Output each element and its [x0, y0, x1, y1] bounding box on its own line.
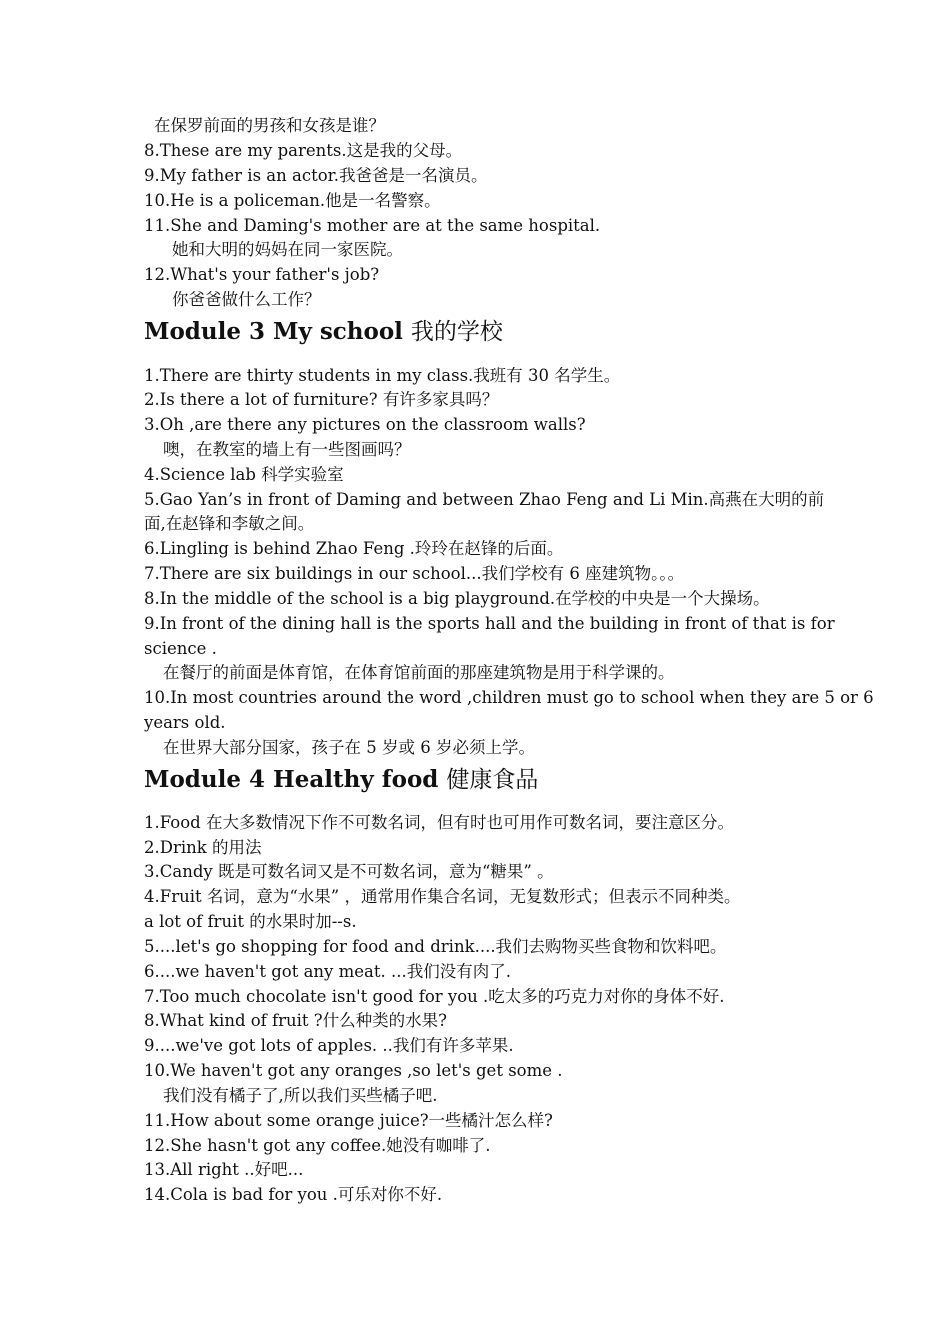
- text-line: 在餐厅的前面是体育馆，在体育馆前面的那座建筑物是用于科学课的。: [163, 663, 675, 682]
- text-line: science .: [144, 639, 217, 658]
- text-line: 5....let's go shopping for food and drink....我们去购物买些食物和饮料吧。: [144, 937, 727, 956]
- text-line: 8.These are my parents.这是我的父母。: [144, 141, 463, 160]
- text-line: 她和大明的妈妈在同一家医院。: [172, 240, 403, 259]
- text-line: 14.Cola is bad for you .可乐对你不好.: [144, 1185, 443, 1204]
- text-line: 1.There are thirty students in my class.我班有 30 名学生。: [144, 366, 621, 385]
- text-line: 11.How about some orange juice?一些橘汁怎么样?: [144, 1111, 553, 1130]
- text-line: 在保罗前面的男孩和女孩是谁？: [154, 116, 385, 135]
- text-line: 8.What kind of fruit ?什么种类的水果?: [144, 1011, 448, 1030]
- module-4-title-en: Module 4 Healthy food: [144, 766, 439, 793]
- text-line: 7.Too much chocolate isn't good for you .吃太多的巧克力对你的身体不好.: [144, 987, 725, 1006]
- text-line: 3.Oh ,are there any pictures on the classroom walls?: [144, 415, 586, 434]
- text-line: 3.Candy 既是可数名词又是不可数名词，意为“糖果” 。: [144, 862, 554, 881]
- text-line: 4.Fruit 名词，意为“水果” ，通常用作集合名词，无复数形式；但表示不同种类。: [144, 887, 741, 906]
- text-line: 4.Science lab 科学实验室: [144, 465, 344, 484]
- text-line: 我们没有橘子了,所以我们买些橘子吧.: [163, 1086, 438, 1105]
- text-line: 6....we haven't got any meat. ...我们没有肉了.: [144, 962, 511, 981]
- text-line: 12.She hasn't got any coffee.她没有咖啡了.: [144, 1136, 491, 1155]
- text-line: 面,在赵锋和李敏之间。: [144, 514, 315, 533]
- text-line: 10.In most countries around the word ,children must go to school when they are 5 or 6: [144, 688, 874, 707]
- text-line: 7.There are six buildings in our school...我们学校有 6 座建筑物。。。: [144, 564, 685, 583]
- text-line: 9.In front of the dining hall is the sports hall and the building in front of that is for: [144, 614, 835, 633]
- text-line: 8.In the middle of the school is a big playground.在学校的中央是一个大操场。: [144, 589, 770, 608]
- text-line: 2.Is there a lot of furniture? 有许多家具吗？: [144, 390, 499, 409]
- text-line: 10.We haven't got any oranges ,so let's get some .: [144, 1061, 563, 1080]
- module-4-title-cn: 健康食品: [446, 767, 539, 793]
- text-line: 6.Lingling is behind Zhao Feng .玲玲在赵锋的后面。: [144, 539, 564, 558]
- module-3-title-en: Module 3 My school: [144, 318, 403, 345]
- module-3-title-cn: 我的学校: [410, 319, 503, 345]
- text-line: 9.My father is an actor.我爸爸是一名演员。: [144, 166, 488, 185]
- text-line: 9....we've got lots of apples. ..我们有许多苹果.: [144, 1036, 514, 1055]
- text-line: a lot of fruit 的水果时加--s.: [144, 912, 357, 931]
- module-3-heading: [144, 318, 824, 346]
- text-line: 2.Drink 的用法: [144, 838, 262, 857]
- text-line: 10.He is a policeman.他是一名警察。: [144, 191, 441, 210]
- text-line: 你爸爸做什么工作？: [172, 290, 321, 309]
- text-line: 12.What's your father's job?: [144, 265, 380, 284]
- text-line: 在世界大部分国家，孩子在 5 岁或 6 岁必须上学。: [163, 738, 535, 757]
- text-line: 11.She and Daming's mother are at the same hospital.: [144, 216, 601, 235]
- text-line: 13.All right ..好吧...: [144, 1160, 304, 1179]
- text-line: 1.Food 在大多数情况下作不可数名词，但有时也可用作可数名词，要注意区分。: [144, 813, 734, 832]
- text-line: 5.Gao Yan’s in front of Daming and between Zhao Feng and Li Min.高燕在大明的前: [144, 490, 825, 509]
- text-line: years old.: [144, 713, 226, 732]
- module-4-heading: [144, 766, 824, 794]
- text-line: 噢，在教室的墙上有一些图画吗？: [163, 440, 411, 459]
